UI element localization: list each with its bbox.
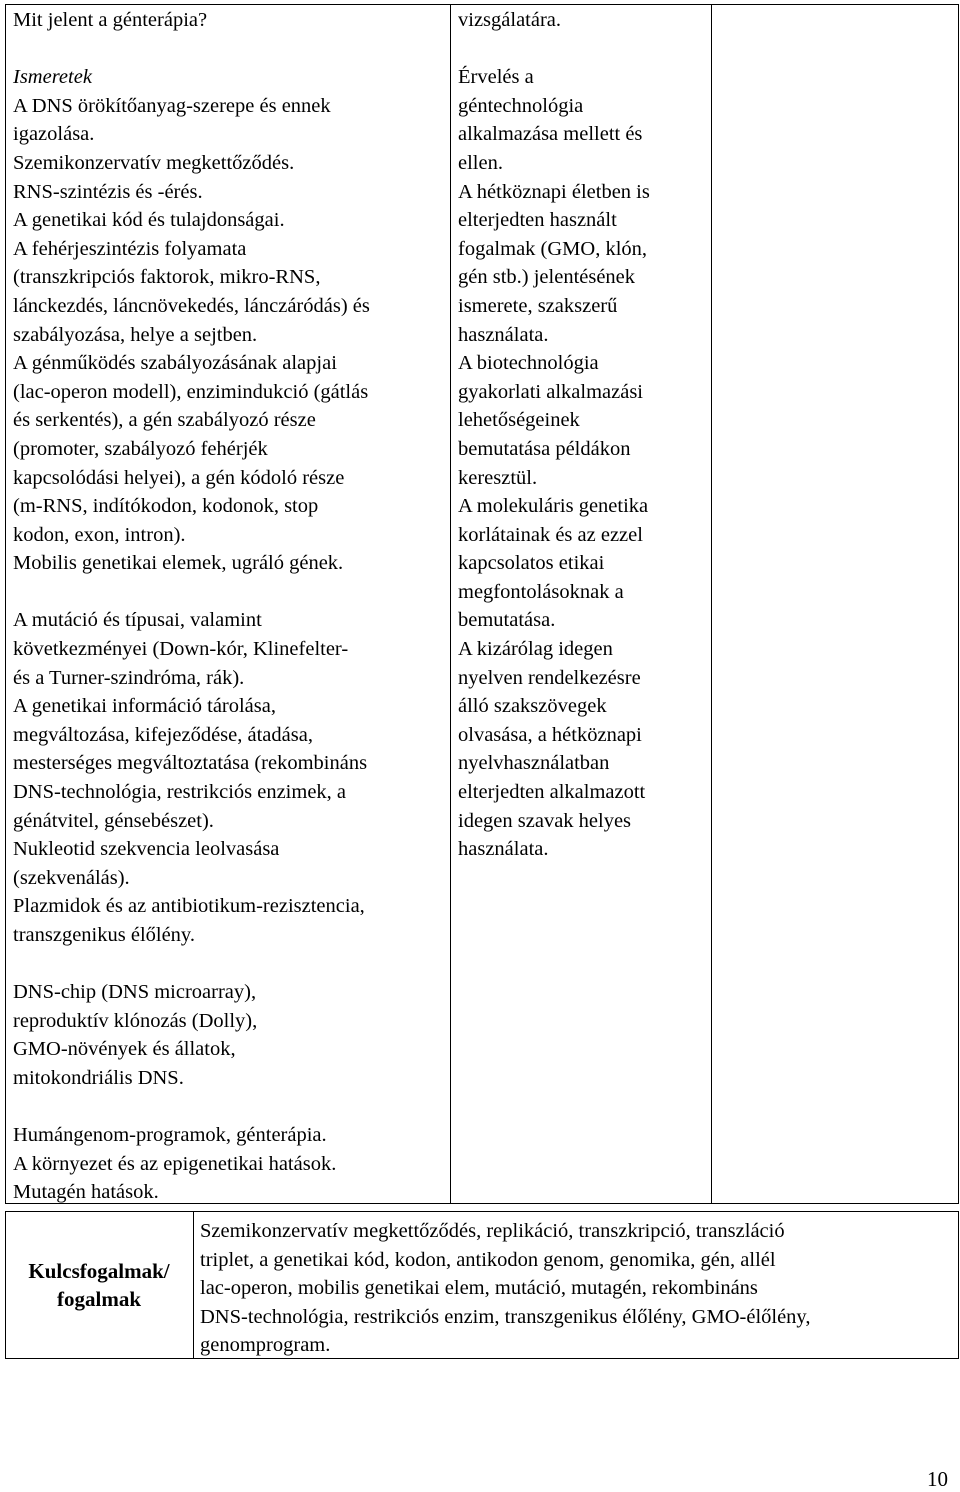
text-line: lehetőségeinek xyxy=(458,409,580,432)
text-line: gyakorlati alkalmazási xyxy=(458,380,643,403)
text-line: A biotechnológia xyxy=(458,352,599,375)
text-line: kodon, exon, intron). xyxy=(13,523,186,546)
text-line: A génműködés szabályozásának alapjai xyxy=(13,352,337,375)
text-line: DNS-technológia, restrikciós enzimek, a xyxy=(13,781,347,804)
text-line: A genetikai információ tárolása, xyxy=(13,695,276,718)
key-concepts-label xyxy=(6,1212,192,1358)
term-line: Szemikonzervatív megkettőződés, replikáció, transzkripció, transzláció xyxy=(200,1220,785,1242)
text-line: A kizárólag idegen xyxy=(458,638,613,661)
text-line: elterjedten alkalmazott xyxy=(458,781,646,804)
paragraph-dna-chip xyxy=(13,978,370,1092)
text-line: keresztül. xyxy=(458,466,538,489)
text-line: GMO-növények és állatok, xyxy=(13,1038,236,1061)
key-concepts-label-line2: fogalmak xyxy=(57,1287,141,1311)
text-line: megfontolásoknak a xyxy=(458,580,624,603)
text-line: fogalmak (GMO, klón, xyxy=(458,237,648,260)
text-line: szabályozása, helye a sejtben. xyxy=(13,323,258,346)
text-line: olvasása, a hétköznapi xyxy=(458,723,642,746)
text-line: elterjedten használt xyxy=(458,209,617,232)
text-line: alkalmazása mellett és xyxy=(458,123,643,146)
text-line: (m-RNS, indítókodon, kodonok, stop xyxy=(13,495,319,518)
skills-column xyxy=(458,6,650,864)
text-line: igazolása. xyxy=(13,123,95,146)
text-line: Szemikonzervatív megkettőződés. xyxy=(13,151,295,174)
text-line: (promoter, szabályozó fehérjék xyxy=(13,437,268,460)
text-line: (transzkripciós faktorok, mikro-RNS, xyxy=(13,266,321,289)
text-line: lánckezdés, láncnövekedés, lánczáródás) és xyxy=(13,294,370,317)
text-line: ellen. xyxy=(458,151,503,174)
text-line: bemutatása példákon xyxy=(458,437,631,460)
text-line: A fehérjeszintézis folyamata xyxy=(13,237,247,260)
skills-text xyxy=(458,6,650,864)
text-line: Mutagén hatások. xyxy=(13,1181,159,1204)
section-label: Ismeretek xyxy=(13,66,92,89)
paragraph-knowledge xyxy=(13,92,370,578)
text-line: A mutáció és típusai, valamint xyxy=(13,609,262,632)
text-line: és a Turner-szindróma, rák). xyxy=(13,666,245,689)
text-line: (lac-operon modell), enzimindukció (gátlás xyxy=(13,380,369,403)
text-line: transzgenikus élőlény. xyxy=(13,924,195,946)
page-number: 10 xyxy=(927,1467,948,1491)
paragraph-mutation xyxy=(13,606,370,949)
text-line: kapcsolódási helyei), a gén kódoló része xyxy=(13,466,345,489)
text-line: ismerete, szakszerű xyxy=(458,294,618,317)
table-cell-empty xyxy=(711,4,959,1204)
key-concepts-label-line1: Kulcsfogalmak/ xyxy=(28,1259,170,1283)
text-line: kapcsolatos etikai xyxy=(458,552,605,575)
text-line xyxy=(458,35,650,64)
text-line: nyelven rendelkezésre xyxy=(458,666,641,689)
key-concepts-terms xyxy=(200,1217,810,1360)
text-line: mesterséges megváltoztatása (rekombináns xyxy=(13,752,368,775)
text-line: használata. xyxy=(458,323,549,346)
text-line: reproduktív klónozás (Dolly), xyxy=(13,1009,258,1032)
text-line: Mobilis genetikai elemek, ugráló gének. xyxy=(13,552,344,575)
text-line: A hétköznapi életben is xyxy=(458,180,650,203)
text-line: gén stb.) jelentésének xyxy=(458,266,636,289)
text-line: Nukleotid szekvencia leolvasása xyxy=(13,838,280,861)
text-line: Humángenom-programok, génterápia. xyxy=(13,1124,327,1147)
text-line: A környezet és az epigenetikai hatások. xyxy=(13,1152,337,1175)
term-line: DNS-technológia, restrikciós enzim, transzgenikus élőlény, GMO-élőlény, xyxy=(200,1305,811,1328)
text-line: következményei (Down-kór, Klinefelter- xyxy=(13,638,349,661)
text-line: és serkentés), a gén szabályozó része xyxy=(13,409,316,432)
text-line: korlátainak és az ezzel xyxy=(458,523,643,546)
text-line: (szekvenálás). xyxy=(13,866,130,889)
text-line: nyelvhasználatban xyxy=(458,752,610,775)
term-line: triplet, a genetikai kód, kodon, antikodon genom, genomika, gén, allél xyxy=(200,1248,776,1271)
text-line: génátvitel, génsebészet). xyxy=(13,809,214,832)
key-concepts-terms-text xyxy=(200,1217,810,1360)
text-line: géntechnológia xyxy=(458,94,584,117)
text-line: használata. xyxy=(458,838,549,861)
text-line: A DNS örökítőanyag-szerepe és ennek xyxy=(13,94,331,117)
term-line: lac-operon, mobilis genetikai elem, mutáció, mutagén, rekombináns xyxy=(200,1277,758,1300)
text-line: idegen szavak helyes xyxy=(458,809,632,832)
text-line: Plazmidok és az antibiotikum-rezisztencia, xyxy=(13,895,365,918)
text-line: RNS-szintézis és -érés. xyxy=(13,180,203,203)
text-line: A molekuláris genetika xyxy=(458,495,649,518)
text-line: bemutatása. xyxy=(458,609,556,632)
text-line: A genetikai kód és tulajdonságai. xyxy=(13,209,285,232)
text-line: mitokondriális DNS. xyxy=(13,1066,184,1089)
text-line: Érvelés a xyxy=(458,66,534,89)
text-line: DNS-chip (DNS microarray), xyxy=(13,981,257,1004)
text-line: álló szakszövegek xyxy=(458,695,607,718)
paragraph-genome xyxy=(13,1121,370,1207)
content-column xyxy=(13,6,370,1207)
section-heading: Mit jelent a génterápia? xyxy=(13,9,208,31)
term-line: genomprogram. xyxy=(200,1334,331,1357)
text-line: megváltozása, kifejeződése, átadása, xyxy=(13,723,313,746)
text-line: vizsgálatára. xyxy=(458,9,562,31)
